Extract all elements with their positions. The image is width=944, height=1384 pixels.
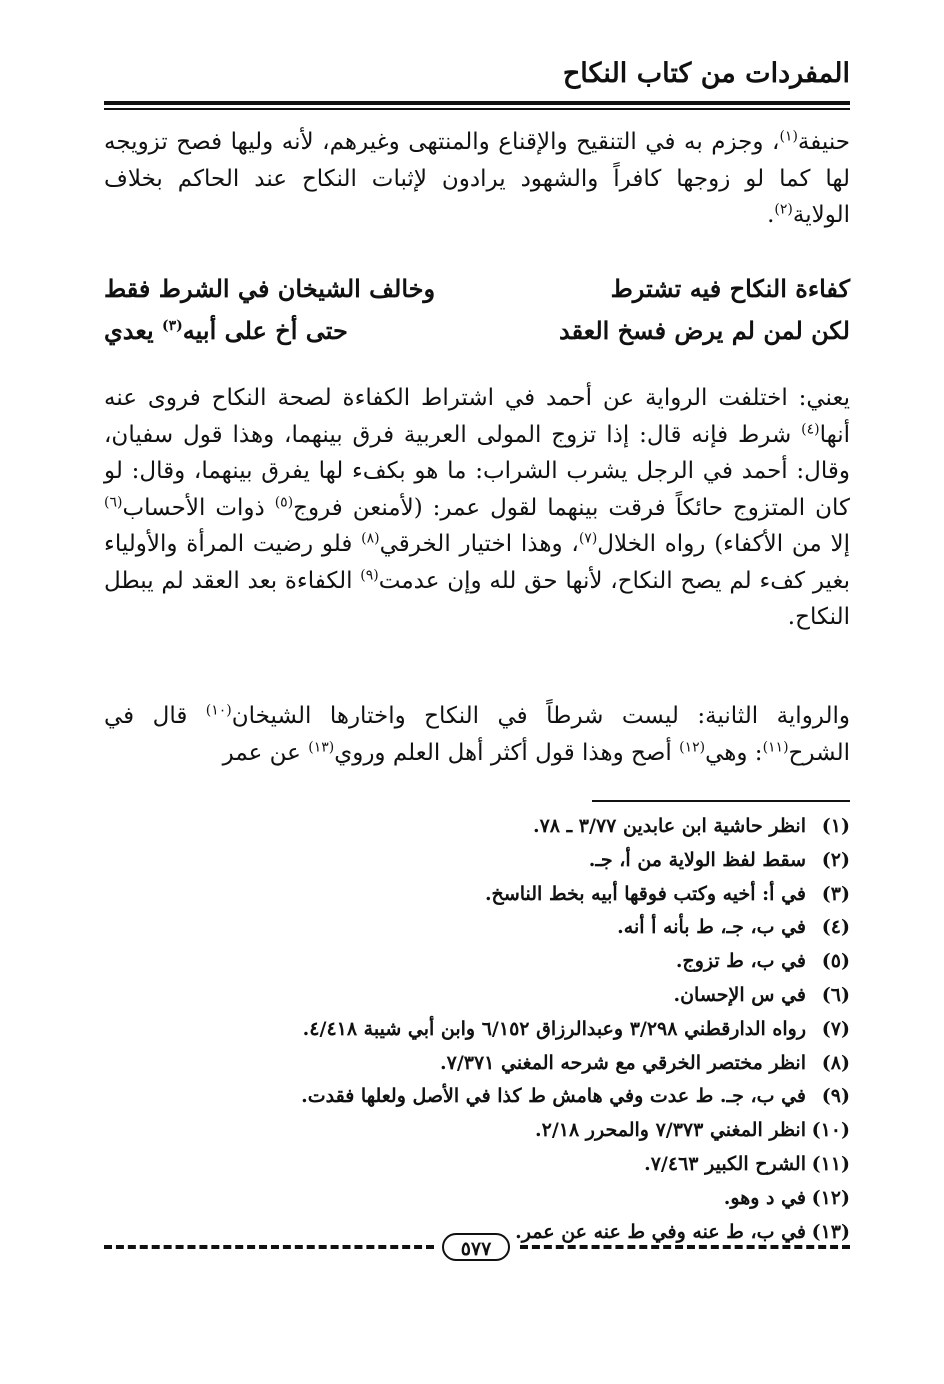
- verse-first-hemistich: كفاءة النكاح فيه تشترط: [610, 274, 850, 303]
- footnote-text: في س الإحسان.: [673, 983, 806, 1006]
- footnote-item: [104, 810, 850, 844]
- footnote-text: انظر حاشية ابن عابدين ٣/٧٧ ـ ٧٨.: [532, 815, 806, 837]
- footnote-number: (٧): [821, 1017, 850, 1040]
- footnote-item: [104, 911, 850, 945]
- footnote-number: (١٣): [811, 1220, 850, 1243]
- footnote-item: [104, 1080, 850, 1114]
- footnote-text: في ب، جـ. ط عدت وفي هامش ط كذا في الأصل ولعلها فقدت.: [301, 1085, 806, 1108]
- footnote-number: (٢): [821, 848, 850, 871]
- page-footer: [104, 1233, 850, 1261]
- footnote-text: في ب، جـ، ط بأنه أ أنه.: [617, 916, 806, 939]
- footnote-item: [104, 1148, 850, 1182]
- verse-line-1: [104, 274, 850, 316]
- footnote-text: رواه الدارقطني ٣/٢٩٨ وعبدالرزاق ٦/١٥٢ وابن أبي شيبة ٤/٤١٨.: [302, 1017, 806, 1040]
- footnote-number: (٨): [821, 1051, 850, 1074]
- verse-first-hemistich: لكن لمن لم يرض فسخ العقد: [559, 316, 850, 345]
- book-page: [104, 50, 850, 1360]
- running-title: المفردات من كتاب النكاح: [562, 58, 850, 89]
- paragraph-continuation: حنيفة$^{(١)}$، وجزم به في التنقيح والإقناع والمنتهى وغيرهم، لأنه وليها فصح تزويجه لها كما لو زوجها كافراً والشهود يرادون لإثبات النكاح عند الحاكم بخلاف الولاية$^{(٢)}$.: [104, 128, 850, 228]
- verse-line-2: [104, 316, 850, 358]
- footnotes-list: [104, 810, 850, 1249]
- footnote-item: [104, 844, 850, 878]
- poem-verses: [104, 274, 850, 358]
- footnote-ref[interactable]: (٩): [360, 566, 379, 583]
- footnote-number: (١): [821, 815, 850, 837]
- footnote-item: [104, 878, 850, 912]
- footnote-ref[interactable]: (٣): [162, 318, 183, 334]
- footnote-ref[interactable]: (٥): [274, 493, 294, 510]
- footnote-item: [104, 979, 850, 1013]
- footnote-text: في ب، ط تزوج.: [675, 950, 806, 973]
- footnote-ref[interactable]: (١٠): [205, 702, 232, 719]
- verse-second-hemistich: حتى أخ على أبيه$^{(٣)}$ يعدي: [104, 316, 348, 345]
- footnote-ref[interactable]: (٨): [361, 530, 380, 547]
- paragraph-first-narration: يعني: اختلفت الرواية عن أحمد في اشتراط الكفاءة لصحة النكاح فروى عنه أنها$^{(٤)}$ شرط فإنه قال: إذا تزوج المولى العربية فرق بينهما، وهذا قول سفيان، وقال: أحمد في الرجل يشرب الشراب: ما هو بكفء لها يفرق بينهما، وقال: لو كان المتزوج حائكاً فرقت بينهما لقول عمر: (لأمنعن فروج$^{(٥)}$ ذوات الأحساب$^{(٦)}$ إلا من الأكفاء) رواه الخلال$^{(٧)}$، وهذا اختيار الخرقي$^{(٨)}$ فلو رضيت المرأة والأولياء بغير كفء لم يصح النكاح، لأنها حق لله وإن عدمت$^{(٩)}$ الكفاءة بعد العقد لم يبطل النكاح.: [104, 385, 850, 630]
- footnote-number: (٩): [821, 1085, 850, 1108]
- footnote-text: الشرح الكبير ٧/٤٦٣.: [644, 1152, 806, 1175]
- footnote-number: (١٢): [811, 1186, 850, 1209]
- footnote-ref[interactable]: (١٣): [308, 738, 335, 755]
- footnote-number: (٦): [821, 983, 850, 1006]
- footnote-text: انظر المغني ٧/٣٧٣ والمحرر ٢/١٨.: [535, 1119, 806, 1142]
- footnote-number: (١١): [811, 1152, 850, 1175]
- footnote-ref[interactable]: (٦): [104, 493, 123, 510]
- footnote-ref[interactable]: (١٢): [679, 738, 706, 755]
- footnote-item: [104, 1114, 850, 1148]
- footnote-number: (٤): [821, 916, 850, 939]
- header-rule-thick: [104, 101, 850, 105]
- footnote-ref[interactable]: (٢): [774, 201, 793, 218]
- footnote-number: (٣): [821, 882, 850, 905]
- footnote-item: [104, 1182, 850, 1216]
- footer-dashed-rule: [104, 1245, 434, 1249]
- footnote-ref[interactable]: (٤): [801, 420, 820, 437]
- footnote-ref[interactable]: (١١): [762, 738, 789, 755]
- page-number: ٥٧٧: [442, 1233, 510, 1261]
- footnote-separator: [592, 800, 850, 802]
- footnote-text: سقط لفظ الولاية من أ، جـ.: [588, 848, 806, 871]
- footnote-text: انظر مختصر الخرقي مع شرحه المغني ٧/٣٧١.: [440, 1051, 806, 1074]
- footnote-item: [104, 1047, 850, 1081]
- footnote-text: في ب، ط عنه وفي ط عنه عن عمر.: [515, 1220, 806, 1243]
- footnote-number: (١٠): [811, 1119, 850, 1142]
- header-rule-thin: [104, 108, 850, 110]
- footer-dashed-rule: [520, 1245, 850, 1249]
- verse-second-hemistich: وخالف الشيخان في الشرط فقط: [104, 274, 436, 303]
- footnote-ref[interactable]: (١): [779, 128, 798, 145]
- paragraph-second-narration: والرواية الثانية: ليست شرطاً في النكاح واختارها الشيخان$^{(١٠)}$ قال في الشرح$^{(١١)}$: وهي$^{(١٢)}$ أصح وهذا قول أكثر أهل العلم وروي$^{(١٣)}$ عن عمر: [104, 702, 850, 766]
- footnote-item: [104, 1013, 850, 1047]
- footnote-number: (٥): [821, 950, 850, 973]
- footnote-ref[interactable]: (٧): [578, 530, 598, 547]
- footnote-text: في أ: أخيه وكتب فوقها أبيه بخط الناسخ.: [484, 882, 806, 905]
- footnote-text: في د وهو.: [723, 1186, 806, 1209]
- footnote-item: [104, 945, 850, 979]
